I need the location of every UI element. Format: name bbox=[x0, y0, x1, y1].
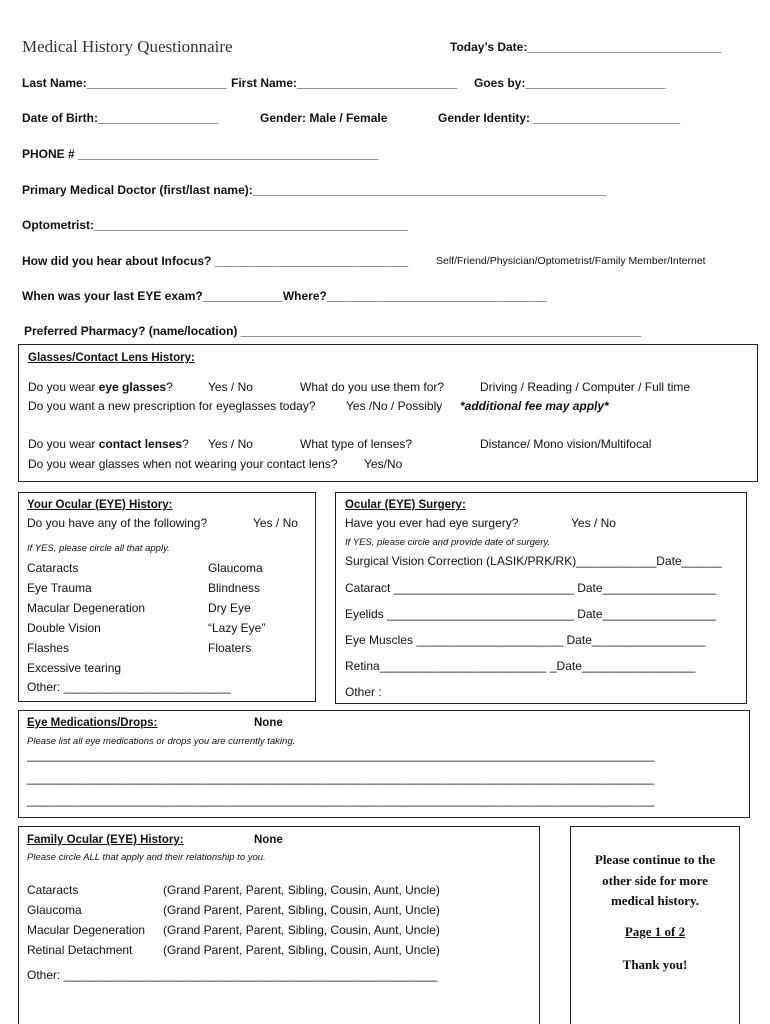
phone-field[interactable]: PHONE # _____________________________________________ bbox=[22, 147, 379, 161]
ocular-surgery-instruction: If YES, please circle and provide date of surgery. bbox=[345, 537, 551, 548]
family-condition[interactable]: Glaucoma bbox=[27, 903, 82, 917]
goes-by-field[interactable]: Goes by:_____________________ bbox=[474, 76, 666, 90]
surgery-row[interactable]: Eye Muscles ______________________ Date_________________ bbox=[345, 633, 706, 647]
medication-line[interactable]: ______________________________________________________________________________________________ bbox=[27, 793, 655, 807]
condition-item[interactable]: Flashes bbox=[27, 641, 70, 655]
hear-about-options: Self/Friend/Physician/Optometrist/Family Member/Internet bbox=[436, 255, 706, 267]
page-title: Medical History Questionnaire bbox=[22, 37, 233, 56]
family-relations[interactable]: (Grand Parent, Parent, Sibling, Cousin, Aunt, Uncle) bbox=[163, 923, 440, 937]
last-exam-field[interactable]: When was your last EYE exam?____________Where?_________________________________ bbox=[22, 289, 548, 303]
medication-line[interactable]: ______________________________________________________________________________________________ bbox=[27, 748, 655, 762]
pharmacy-field[interactable]: Preferred Pharmacy? (name/location) ____________________________________________________________ bbox=[24, 324, 642, 338]
hear-about-field[interactable]: How did you hear about Infocus? _____________________________ bbox=[22, 254, 409, 268]
condition-item[interactable]: Cataracts bbox=[27, 561, 79, 575]
condition-item[interactable]: Macular Degeneration bbox=[27, 601, 146, 615]
last-name-field[interactable]: Last Name:_____________________ bbox=[22, 76, 227, 90]
ocular-surgery-answer[interactable]: Yes / No bbox=[571, 516, 616, 530]
optometrist-field[interactable]: Optometrist:_______________________________________________ bbox=[22, 218, 408, 232]
family-relations[interactable]: (Grand Parent, Parent, Sibling, Cousin, Aunt, Uncle) bbox=[163, 903, 440, 917]
family-relations[interactable]: (Grand Parent, Parent, Sibling, Cousin, Aunt, Uncle) bbox=[163, 943, 440, 957]
condition-item[interactable]: Double Vision bbox=[27, 621, 101, 635]
glasses-question: Do you wear eye glasses? bbox=[28, 380, 173, 394]
family-relations[interactable]: (Grand Parent, Parent, Sibling, Cousin, Aunt, Uncle) bbox=[163, 883, 440, 897]
condition-item[interactable]: Glaucoma bbox=[208, 561, 263, 575]
thank-you-text: Thank you! bbox=[622, 957, 688, 972]
todays-date-field[interactable]: Today’s Date:_____________________________ bbox=[450, 40, 721, 54]
family-history-none[interactable]: None bbox=[254, 834, 283, 846]
dob-field[interactable]: Date of Birth:__________________ bbox=[22, 111, 219, 125]
surgery-row[interactable]: Eyelids ____________________________ Date_________________ bbox=[345, 607, 717, 621]
medication-line[interactable]: ______________________________________________________________________________________________ bbox=[27, 771, 655, 785]
family-condition[interactable]: Macular Degeneration bbox=[27, 923, 146, 937]
glasses-with-contacts-question: Do you wear glasses when not wearing your contact lens? bbox=[28, 457, 338, 471]
glasses-heading: Glasses/Contact Lens History: bbox=[28, 352, 195, 364]
eye-medications-heading: Eye Medications/Drops: bbox=[27, 717, 158, 729]
glasses-with-contacts-answer[interactable]: Yes/No bbox=[364, 457, 403, 471]
ocular-surgery-other-field[interactable]: Other : bbox=[345, 685, 382, 699]
page-number: Page 1 of 2 bbox=[624, 924, 686, 939]
new-prescription-question: Do you want a new prescription for eyeglasses today? bbox=[28, 399, 316, 413]
eye-medications-none[interactable]: None bbox=[254, 717, 283, 729]
surgery-row[interactable]: Retina_________________________ _Date_________________ bbox=[345, 659, 696, 673]
gender-field[interactable]: Gender: Male / Female bbox=[260, 111, 388, 125]
glasses-use-options[interactable]: Driving / Reading / Computer / Full time bbox=[480, 380, 691, 394]
lens-type-question: What type of lenses? bbox=[300, 437, 413, 451]
condition-item[interactable]: Eye Trauma bbox=[27, 581, 92, 595]
condition-item[interactable]: Floaters bbox=[208, 641, 252, 655]
glasses-use-question: What do you use them for? bbox=[300, 380, 445, 394]
surgery-row[interactable]: Surgical Vision Correction (LASIK/PRK/RK)____________Date______ bbox=[345, 554, 722, 568]
family-other-field[interactable]: Other: ________________________________________________________ bbox=[27, 968, 438, 982]
lens-type-options[interactable]: Distance/ Mono vision/Multifocal bbox=[480, 437, 652, 451]
ocular-history-instruction: If YES, please circle all that apply. bbox=[27, 543, 170, 554]
contacts-question: Do you wear contact lenses? bbox=[28, 437, 189, 451]
additional-fee-note: *additional fee may apply* bbox=[460, 399, 609, 413]
condition-item[interactable]: Blindness bbox=[208, 581, 261, 595]
family-history-heading: Family Ocular (EYE) History: bbox=[27, 834, 184, 846]
surgery-row[interactable]: Cataract ___________________________ Date_________________ bbox=[345, 581, 717, 595]
family-condition[interactable]: Retinal Detachment bbox=[27, 943, 133, 957]
family-condition[interactable]: Cataracts bbox=[27, 883, 79, 897]
glasses-answer[interactable]: Yes / No bbox=[208, 380, 253, 394]
ocular-history-question: Do you have any of the following? bbox=[27, 516, 208, 530]
family-history-instruction: Please circle ALL that apply and their relationship to you. bbox=[27, 852, 266, 863]
new-prescription-answer[interactable]: Yes /No / Possibly bbox=[346, 399, 443, 413]
condition-item[interactable]: Excessive tearing bbox=[27, 661, 122, 675]
continue-note: Please continue to the other side for more medical history. bbox=[594, 852, 716, 908]
first-name-field[interactable]: First Name:________________________ bbox=[231, 76, 458, 90]
ocular-history-answer[interactable]: Yes / No bbox=[253, 516, 298, 530]
ocular-surgery-question: Have you ever had eye surgery? bbox=[345, 516, 519, 530]
ocular-history-other-field[interactable]: Other: _________________________ bbox=[27, 680, 231, 694]
pcp-field[interactable]: Primary Medical Doctor (first/last name):_____________________________________________________ bbox=[22, 183, 607, 197]
ocular-surgery-heading: Ocular (EYE) Surgery: bbox=[345, 499, 466, 511]
condition-item[interactable]: “Lazy Eye” bbox=[208, 621, 266, 635]
ocular-history-heading: Your Ocular (EYE) History: bbox=[27, 499, 173, 511]
contacts-answer[interactable]: Yes / No bbox=[208, 437, 253, 451]
eye-medications-instruction: Please list all eye medications or drops you are currently taking. bbox=[27, 736, 296, 747]
gender-identity-field[interactable]: Gender Identity: ______________________ bbox=[438, 111, 681, 125]
condition-item[interactable]: Dry Eye bbox=[208, 601, 251, 615]
